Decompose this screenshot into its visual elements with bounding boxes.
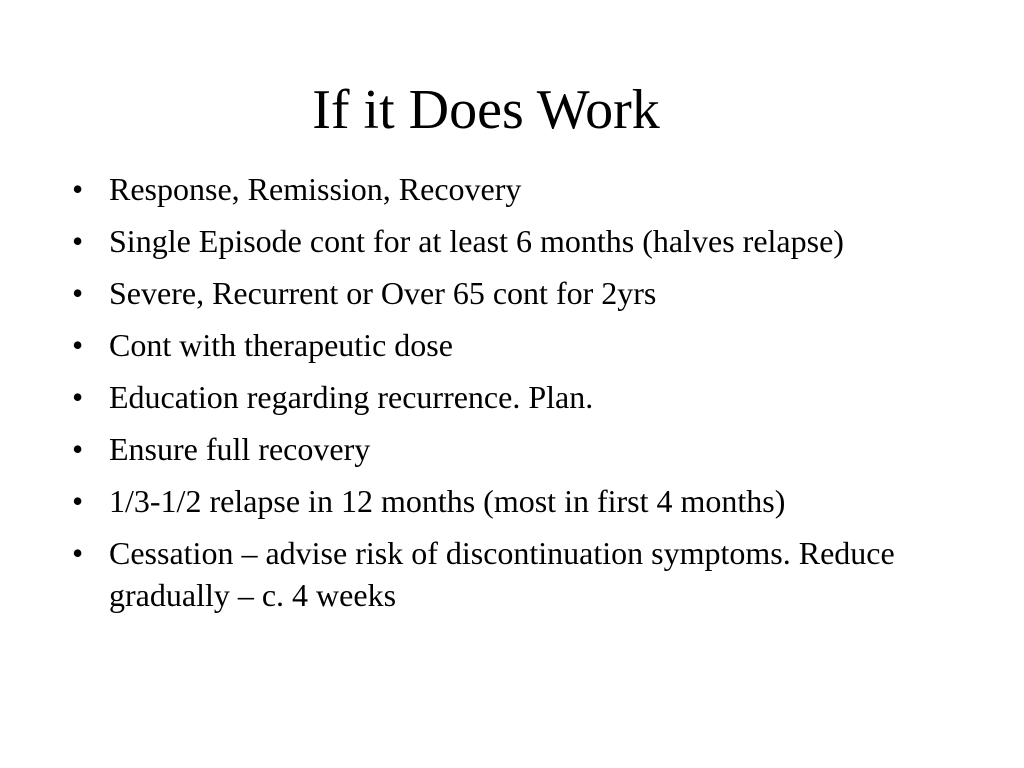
bullet-dot-icon: • — [72, 379, 84, 415]
bullet-item-5 — [72, 376, 932, 418]
bullet-text: Education regarding recurrence. Plan. — [109, 379, 594, 415]
bullet-item-6 — [72, 428, 932, 470]
bullet-item-2 — [72, 220, 932, 262]
bullet-text: Cessation – advise risk of discontinuation symptoms. Reduce gradually – c. 4 weeks — [109, 535, 895, 613]
bullet-dot-icon: • — [72, 483, 84, 519]
bullet-text: Ensure full recovery — [109, 431, 371, 467]
bullet-text: Single Episode cont for at least 6 months (halves relapse) — [109, 223, 844, 259]
bullet-text: Severe, Recurrent or Over 65 cont for 2yrs — [109, 275, 657, 311]
slide-title: If it Does Work — [312, 79, 660, 141]
bullet-item-8 — [72, 532, 932, 616]
bullet-list — [72, 168, 932, 626]
bullet-text: Response, Remission, Recovery — [109, 171, 522, 207]
bullet-item-1 — [72, 168, 932, 210]
bullet-item-4 — [72, 324, 932, 366]
bullet-text: 1/3-1/2 relapse in 12 months (most in first 4 months) — [109, 483, 786, 519]
bullet-dot-icon: • — [72, 171, 84, 207]
bullet-item-3 — [72, 272, 932, 314]
bullet-item-7 — [72, 480, 932, 522]
bullet-dot-icon: • — [72, 223, 84, 259]
bullet-text: Cont with therapeutic dose — [109, 327, 453, 363]
bullet-dot-icon: • — [72, 327, 84, 363]
bullet-dot-icon: • — [72, 535, 84, 571]
bullet-dot-icon: • — [72, 275, 84, 311]
bullet-dot-icon: • — [72, 431, 84, 467]
